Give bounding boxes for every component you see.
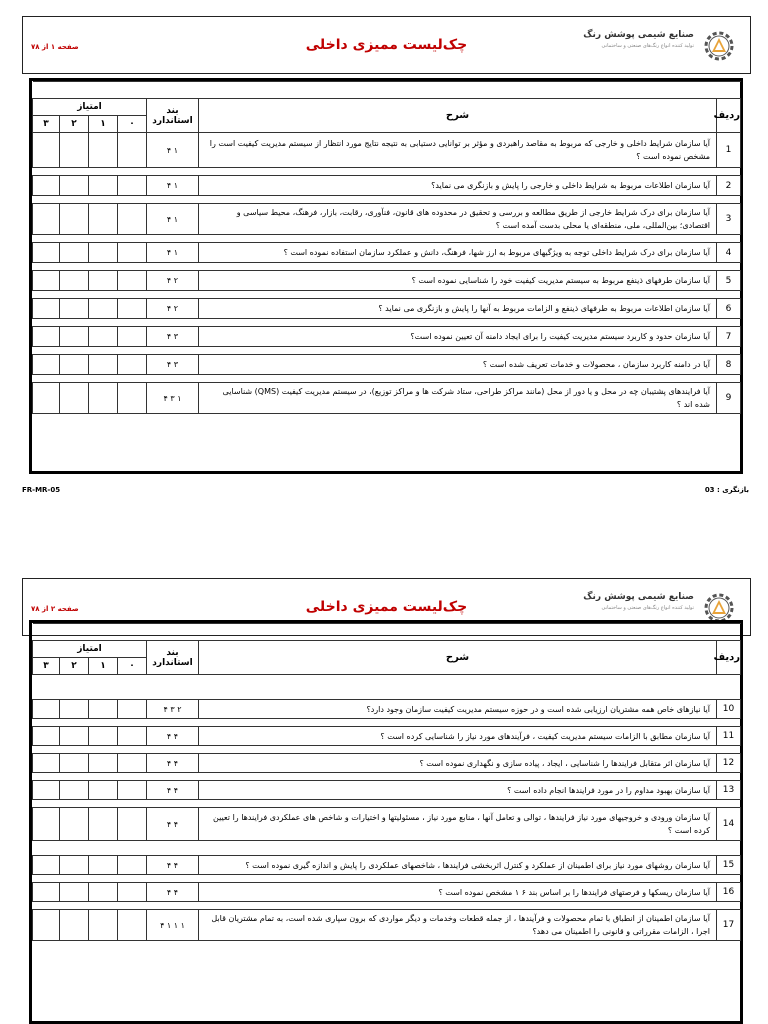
row-number: 8 [717, 355, 741, 375]
score-header-1: ۱ [89, 658, 118, 675]
score-cell-2[interactable] [60, 700, 89, 719]
table-row [33, 383, 741, 414]
row-number: 3 [717, 204, 741, 235]
score-cell-2[interactable] [60, 856, 89, 875]
score-cell-3[interactable] [33, 910, 60, 941]
score-cell-2[interactable] [60, 910, 89, 941]
row-number: 15 [717, 856, 741, 875]
score-cell-1[interactable] [89, 727, 118, 746]
score-cell-3[interactable] [33, 754, 60, 773]
score-cell-3[interactable] [33, 355, 60, 375]
score-cell-1[interactable] [89, 271, 118, 291]
score-cell-0[interactable] [118, 910, 147, 941]
score-cell-0[interactable] [118, 133, 147, 168]
score-cell-3[interactable] [33, 856, 60, 875]
header-emtiaz: امتیاز [33, 99, 147, 116]
page-title: چک‌لیست ممیزی داخلی [305, 37, 468, 53]
table-row [33, 808, 741, 841]
score-cell-3[interactable] [33, 781, 60, 800]
row-number: 2 [717, 176, 741, 196]
row-band: ۲ ۴ [147, 299, 199, 319]
score-cell-2[interactable] [60, 355, 89, 375]
row-band: ۴ ۴ [147, 883, 199, 902]
row-description: آیا سازمان روشهای مورد نیاز برای اطمینان از عملکرد و کنترل اثربخشی فرایندها ، شاخصهای عملکردی را پایش و اندازه گیری نموده است ؟ [199, 856, 717, 875]
checklist-table [32, 81, 741, 414]
row-number: 11 [717, 727, 741, 746]
score-header-3: ۳ [33, 658, 60, 675]
score-cell-0[interactable] [118, 176, 147, 196]
score-cell-2[interactable] [60, 754, 89, 773]
score-cell-1[interactable] [89, 856, 118, 875]
row-number: 16 [717, 883, 741, 902]
row-description: آیا سازمان اطلاعات مربوط به طرفهای ذینفع و الزامات مربوط به آنها را پایش و بازنگری می نماید ؟ [199, 299, 717, 319]
row-band: ۳ ۴ [147, 327, 199, 347]
score-header-2: ۲ [60, 658, 89, 675]
row-band: ۲ ۴ [147, 271, 199, 291]
table-row [33, 176, 741, 196]
score-cell-2[interactable] [60, 808, 89, 841]
score-cell-1[interactable] [89, 700, 118, 719]
score-cell-1[interactable] [89, 910, 118, 941]
page-number: صفحه ۱ از ۷۸ [31, 43, 79, 51]
page-title: چک‌لیست ممیزی داخلی [305, 599, 468, 615]
score-cell-2[interactable] [60, 133, 89, 168]
row-number: 6 [717, 299, 741, 319]
score-cell-3[interactable] [33, 700, 60, 719]
table-row [33, 856, 741, 875]
header-sharh: شرح [199, 641, 717, 675]
table-row [33, 271, 741, 291]
score-cell-3[interactable] [33, 808, 60, 841]
table-header [33, 99, 741, 116]
company-info [583, 592, 694, 611]
score-cell-2[interactable] [60, 243, 89, 263]
header-band: بند استاندارد [147, 641, 199, 675]
score-cell-3[interactable] [33, 727, 60, 746]
row-description: آیا در دامنه کاربرد سازمان ، محصولات و خدمات تعریف شده است ؟ [199, 355, 717, 375]
row-description: آیا سازمان حدود و کاربرد سیستم مدیریت کیفیت را برای ایجاد دامنه آن تعیین نموده است؟ [199, 327, 717, 347]
row-band: ۴ ۴ [147, 808, 199, 841]
table-row [33, 781, 741, 800]
score-cell-2[interactable] [60, 781, 89, 800]
table-header [33, 641, 741, 658]
row-band: ۱ ۴ [147, 204, 199, 235]
score-cell-3[interactable] [33, 176, 60, 196]
header-sharh: شرح [199, 99, 717, 133]
table-row [33, 204, 741, 235]
table-row [33, 133, 741, 168]
row-number: 9 [717, 383, 741, 414]
score-cell-3[interactable] [33, 883, 60, 902]
score-cell-0[interactable] [118, 754, 147, 773]
company-info [583, 30, 694, 49]
row-description: آیا سازمان ورودی و خروجیهای مورد نیاز فرایندها ، توالی و تعامل آنها ، منابع مورد نیاز ، مسئولیتها و اختیارات و شاخص های عملکردی فرایندها را تعیین کرده است ؟ [199, 808, 717, 841]
row-description: آیا سازمان شرایط داخلی و خارجی که مربوط به مقاصد راهبردی و مؤثر بر توانایی دستیابی به نتیجه نتایج مورد انتظار از سیستم مدیریت کیفیت است را مشخص نموده است ؟ [199, 133, 717, 168]
score-cell-3[interactable] [33, 204, 60, 235]
row-number: 13 [717, 781, 741, 800]
table-row [33, 299, 741, 319]
row-number: 12 [717, 754, 741, 773]
score-cell-1[interactable] [89, 383, 118, 414]
score-header-0: ۰ [118, 116, 147, 133]
score-cell-3[interactable] [33, 133, 60, 168]
row-number: 1 [717, 133, 741, 168]
score-cell-1[interactable] [89, 243, 118, 263]
score-cell-2[interactable] [60, 383, 89, 414]
score-cell-3[interactable] [33, 299, 60, 319]
header-band: بند استاندارد [147, 99, 199, 133]
page-header [22, 16, 751, 74]
row-band: ۳ ۴ [147, 355, 199, 375]
score-header-2: ۲ [60, 116, 89, 133]
header-radif: ردیف [717, 99, 741, 133]
score-cell-1[interactable] [89, 204, 118, 235]
score-cell-0[interactable] [118, 243, 147, 263]
table-row [33, 327, 741, 347]
row-band: ۱ ۴ [147, 133, 199, 168]
score-cell-0[interactable] [118, 856, 147, 875]
score-cell-0[interactable] [118, 883, 147, 902]
row-band: ۴ ۴ [147, 856, 199, 875]
company-name: صنایع شیمی پوشش رنگ [583, 592, 694, 602]
row-band: ۴ ۴ [147, 754, 199, 773]
score-cell-3[interactable] [33, 243, 60, 263]
checklist-table-frame [29, 78, 743, 474]
table-row [33, 883, 741, 902]
company-tagline: تولید کننده انواع رنگ‌های صنعتی و ساختمانی [601, 605, 694, 611]
row-description: آیا سازمان طرفهای ذینفع مربوط به سیستم مدیریت کیفیت خود را شناسایی نموده است ؟ [199, 271, 717, 291]
table-row [33, 910, 741, 941]
score-cell-1[interactable] [89, 176, 118, 196]
row-band: ۱ ۱ ۱ ۴ [147, 910, 199, 941]
score-header-1: ۱ [89, 116, 118, 133]
score-cell-2[interactable] [60, 176, 89, 196]
score-cell-1[interactable] [89, 299, 118, 319]
header-radif: ردیف [717, 641, 741, 675]
row-band: ۱ ۴ [147, 243, 199, 263]
table-row [33, 355, 741, 375]
score-cell-2[interactable] [60, 299, 89, 319]
score-cell-1[interactable] [89, 327, 118, 347]
table-row [33, 700, 741, 719]
score-cell-1[interactable] [89, 883, 118, 902]
row-description: آیا نیازهای خاص همه مشتریان ارزیابی شده است و در حوزه سیستم مدیریت کیفیت سازمان وجود دارد؟ [199, 700, 717, 719]
row-description: آیا سازمان اطمینان از انطباق با تمام محصولات و فرآیندها ، از جمله قطعات وخدمات و دیگر مواردی که برون سپاری شده است، به تمام مشتریان قابل اجرا ، الزامات مقرراتی و قانونی را اطمینان می دهد؟ [199, 910, 717, 941]
score-cell-0[interactable] [118, 727, 147, 746]
score-cell-3[interactable] [33, 271, 60, 291]
score-cell-0[interactable] [118, 383, 147, 414]
checklist-table [32, 623, 741, 941]
score-cell-0[interactable] [118, 355, 147, 375]
score-cell-0[interactable] [118, 700, 147, 719]
score-cell-0[interactable] [118, 781, 147, 800]
row-band: ۴ ۴ [147, 727, 199, 746]
score-cell-1[interactable] [89, 355, 118, 375]
row-band: ۱ ۳ ۴ [147, 383, 199, 414]
row-number: 7 [717, 327, 741, 347]
score-cell-1[interactable] [89, 133, 118, 168]
score-cell-0[interactable] [118, 299, 147, 319]
table-row [33, 243, 741, 263]
row-description: آیا سازمان اثر متقابل فرایندها را شناسایی ، ایجاد ، پیاده سازی و نگهداری نموده است ؟ [199, 754, 717, 773]
table-row [33, 727, 741, 746]
row-description: آیا سازمان برای درک شرایط داخلی توجه به ویژگیهای مربوط به ارز شها، فرهنگ، دانش و عملکرد سازمان استفاده نموده است ؟ [199, 243, 717, 263]
row-description: آیا سازمان اطلاعات مربوط به شرایط داخلی و خارجی را پایش و بازنگری می نماید؟ [199, 176, 717, 196]
score-cell-0[interactable] [118, 271, 147, 291]
row-number: 5 [717, 271, 741, 291]
score-header-0: ۰ [118, 658, 147, 675]
row-description: آیا سازمان برای درک شرایط خارجی از طریق مطالعه و بررسی و تحقیق در محدوده های قانون، فنآوری، رقابت، بازار، فرهنگ، محیط سیاسی و اقتصادی؛ بین‌المللی، ملی، منطقه‌ای یا محلی بدست آمده است ؟ [199, 204, 717, 235]
score-cell-1[interactable] [89, 781, 118, 800]
score-cell-2[interactable] [60, 327, 89, 347]
form-code: FR-MR-05 [22, 486, 61, 494]
row-band: ۴ ۴ [147, 781, 199, 800]
score-cell-2[interactable] [60, 204, 89, 235]
score-cell-0[interactable] [118, 204, 147, 235]
score-cell-0[interactable] [118, 808, 147, 841]
header-emtiaz: امتیاز [33, 641, 147, 658]
score-cell-3[interactable] [33, 327, 60, 347]
row-description: آیا سازمان مطابق با الزامات سیستم مدیریت کیفیت ، فرآیندهای مورد نیاز را شناسایی کرده است ؟ [199, 727, 717, 746]
score-cell-1[interactable] [89, 808, 118, 841]
revision-label: بازنگری : 03 [704, 486, 749, 494]
company-logo-icon [702, 29, 736, 63]
score-cell-0[interactable] [118, 327, 147, 347]
row-description: آیا سازمان بهبود مداوم را در مورد فرایندها انجام داده است ؟ [199, 781, 717, 800]
row-description: آیا سازمان ریسکها و فرصتهای فرایندها را بر اساس بند ۶ ۱ مشخص نموده است ؟ [199, 883, 717, 902]
score-cell-2[interactable] [60, 883, 89, 902]
company-name: صنایع شیمی پوشش رنگ [583, 30, 694, 40]
score-header-3: ۳ [33, 116, 60, 133]
score-cell-1[interactable] [89, 754, 118, 773]
row-number: 10 [717, 700, 741, 719]
table-row [33, 754, 741, 773]
row-number: 14 [717, 808, 741, 841]
row-description: آیا فرایندهای پشتیبان چه در محل و یا دور از محل (مانند مراکز طراحی، ستاد شرکت ها و مراکز توزیع)، در سیستم مدیریت کیفیت (QMS) شناسایی شده اند ؟ [199, 383, 717, 414]
score-cell-2[interactable] [60, 727, 89, 746]
row-number: 17 [717, 910, 741, 941]
company-tagline: تولید کننده انواع رنگ‌های صنعتی و ساختمانی [601, 43, 694, 49]
score-cell-2[interactable] [60, 271, 89, 291]
checklist-table-frame [29, 620, 743, 1024]
row-band: ۲ ۳ ۴ [147, 700, 199, 719]
row-number: 4 [717, 243, 741, 263]
page-number: صفحه ۲ از ۷۸ [31, 605, 79, 613]
row-band: ۱ ۴ [147, 176, 199, 196]
score-cell-3[interactable] [33, 383, 60, 414]
